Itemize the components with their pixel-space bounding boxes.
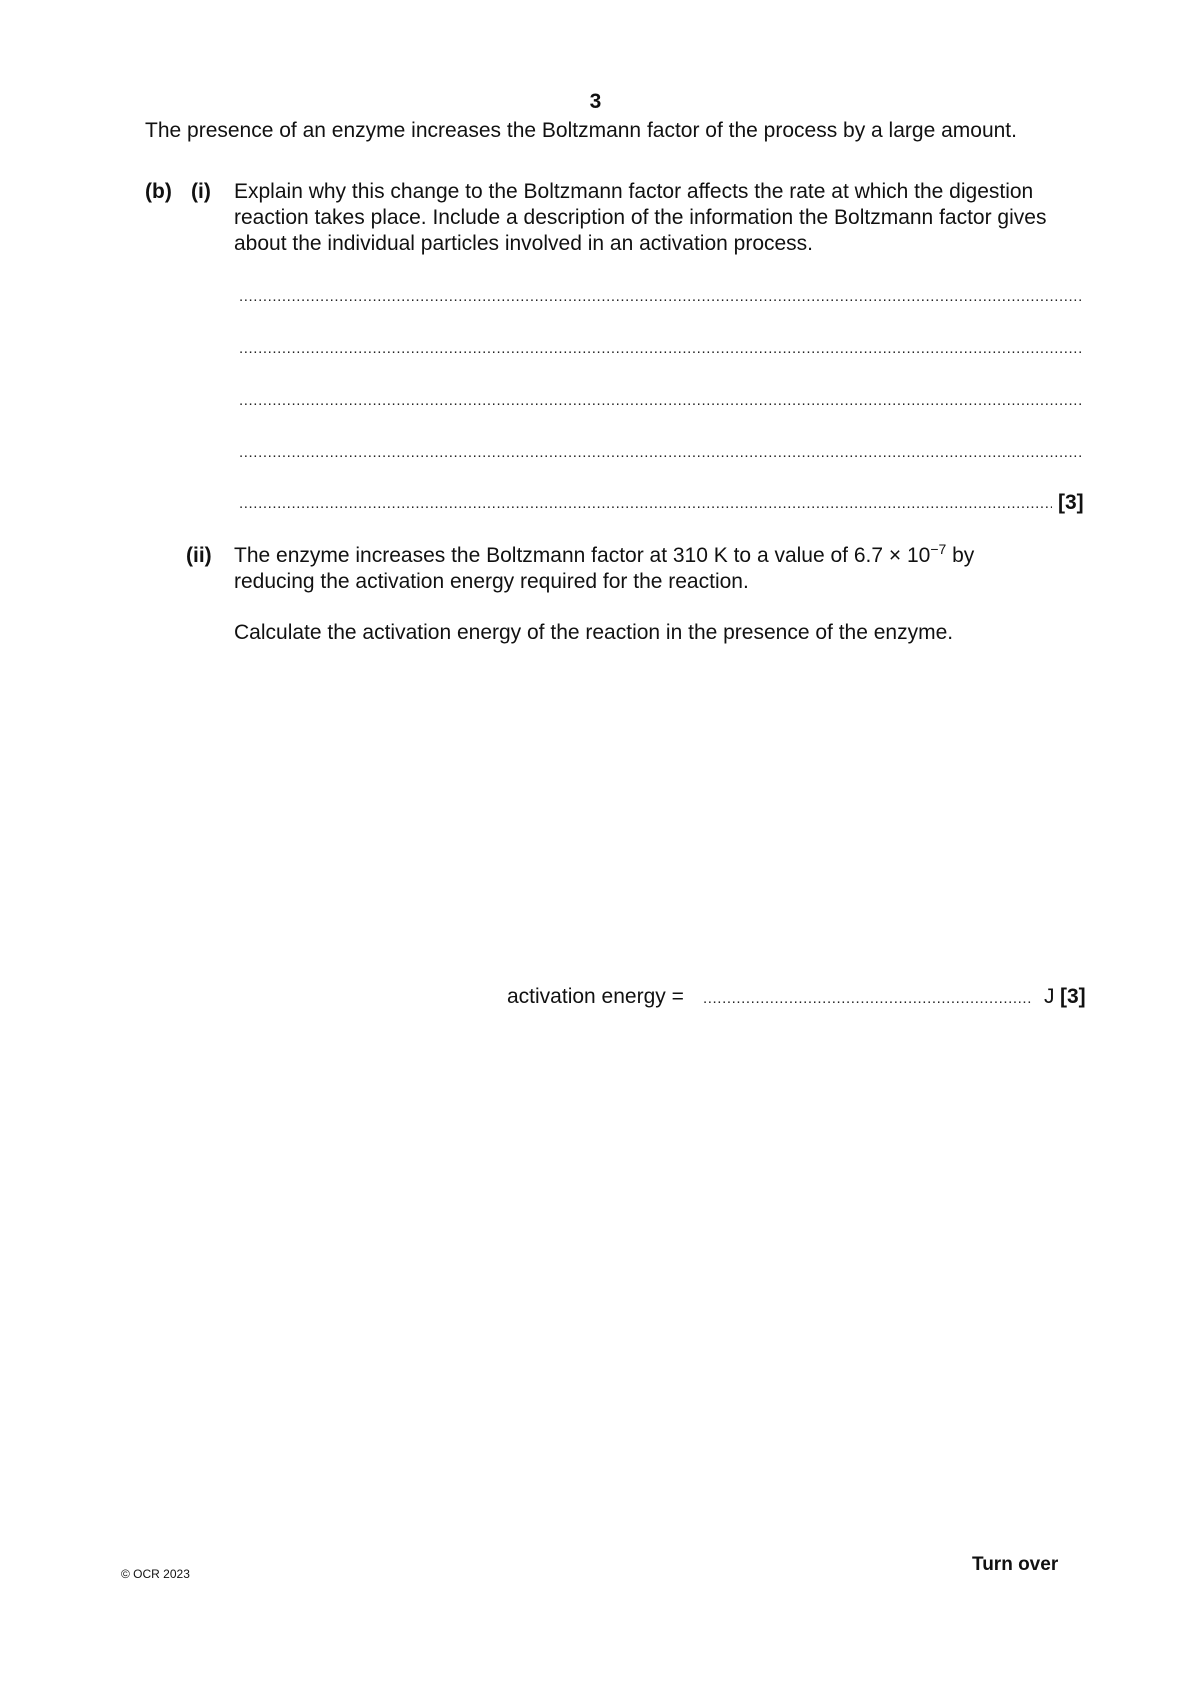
turn-over-label: Turn over <box>972 1554 1059 1575</box>
activation-energy-label: activation energy = <box>507 985 684 1008</box>
sub-part-i-label: (i) <box>191 180 211 203</box>
answer-line-4[interactable] <box>239 444 1084 462</box>
question-ii-text-start: The enzyme increases the Boltzmann factor at 310 K to a value of 6.7 × 10 <box>234 544 931 567</box>
copyright-notice: © OCR 2023 <box>121 1567 190 1581</box>
question-ii-line-2: reducing the activation energy required for the reaction. <box>234 570 749 593</box>
answer-line-3[interactable] <box>239 392 1084 410</box>
question-i-line-3: about the individual particles involved in an activation process. <box>234 232 814 255</box>
page-number: 3 <box>589 90 602 113</box>
activation-energy-answer-field[interactable] <box>703 990 1033 1008</box>
marks-i: [3] <box>1058 491 1084 514</box>
answer-unit: J <box>1044 985 1055 1008</box>
question-i-line-1: Explain why this change to the Boltzmann factor affects the rate at which the digestion <box>234 180 1034 203</box>
question-ii-line-1 <box>234 543 974 569</box>
part-b-label: (b) <box>145 180 172 203</box>
question-ii-text-end: by <box>946 544 975 567</box>
answer-line-2[interactable] <box>239 340 1084 358</box>
question-i-line-2: reaction takes place. Include a description of the information the Boltzmann factor gives <box>234 206 1047 229</box>
calculation-instruction: Calculate the activation energy of the reaction in the presence of the enzyme. <box>234 621 954 644</box>
answer-line-1[interactable] <box>239 288 1084 306</box>
marks-ii: [3] <box>1060 985 1086 1008</box>
answer-line-5[interactable] <box>239 495 1052 513</box>
exponent: −7 <box>930 541 947 557</box>
intro-statement: The presence of an enzyme increases the Boltzmann factor of the process by a large amount. <box>145 119 1017 142</box>
sub-part-ii-label: (ii) <box>186 544 212 567</box>
